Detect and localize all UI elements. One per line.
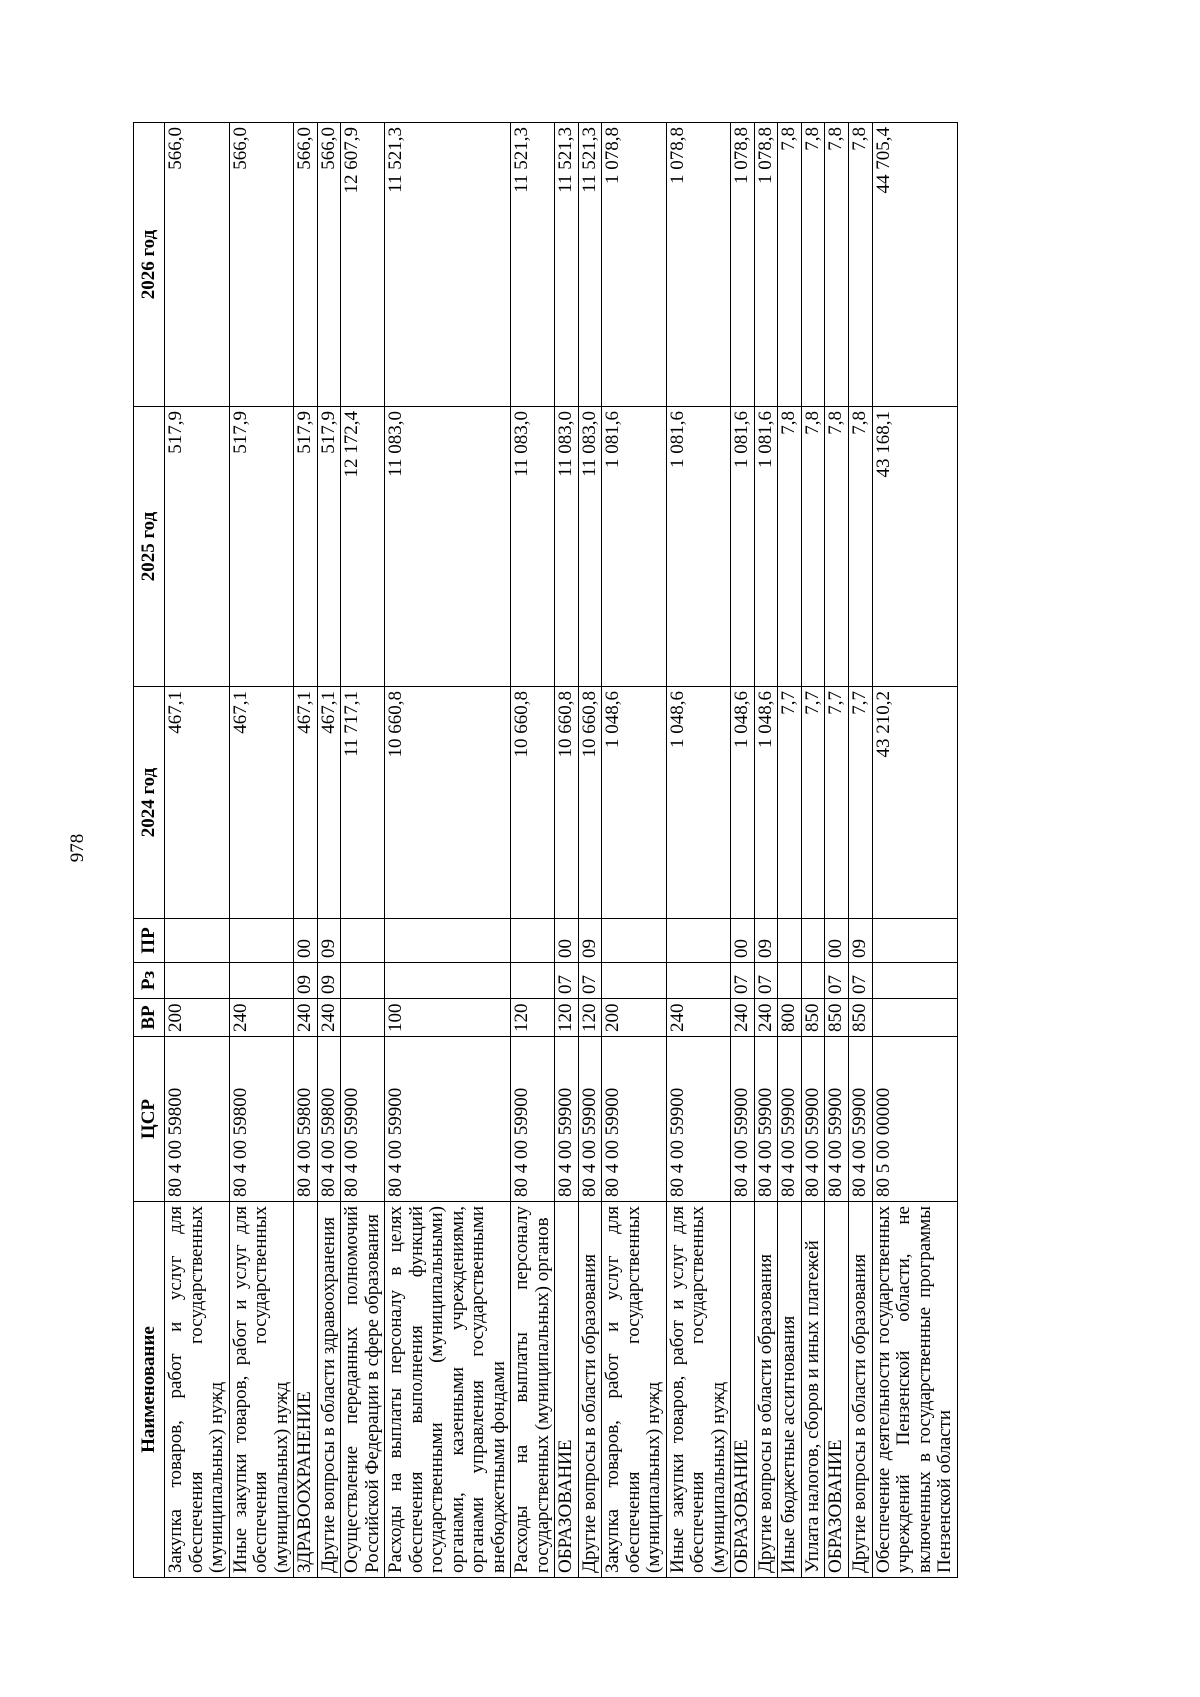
cell-2025: 1 081,6 [666, 407, 731, 687]
cell-vr [872, 999, 957, 1037]
cell-name: Другие вопросы в области образования [578, 1202, 602, 1578]
cell-name: ОБРАЗОВАНИЕ [825, 1202, 849, 1578]
cell-2024: 1 048,6 [666, 687, 731, 919]
cell-name: Закупка товаров, работ и услуг для обеспечения государственных (муниципальных) нужд [602, 1202, 667, 1578]
table-body [165, 123, 958, 1578]
cell-csr: 80 4 00 59900 [511, 1037, 555, 1202]
cell-2025: 1 081,6 [602, 407, 667, 687]
cell-2025: 11 083,0 [385, 407, 511, 687]
cell-rz [801, 963, 825, 999]
cell-pr [511, 919, 555, 963]
cell-2026: 7,8 [801, 123, 825, 407]
cell-rz [341, 963, 385, 999]
cell-csr: 80 4 00 59900 [754, 1037, 778, 1202]
table-row [511, 123, 555, 1578]
cell-2026: 12 607,9 [341, 123, 385, 407]
cell-name: Другие вопросы в области образования [754, 1202, 778, 1578]
cell-2026: 7,8 [778, 123, 802, 407]
cell-2025: 517,9 [165, 407, 230, 687]
cell-pr [341, 919, 385, 963]
cell-rz: 07 [825, 963, 849, 999]
cell-2025: 11 083,0 [578, 407, 602, 687]
cell-2026: 11 521,3 [511, 123, 555, 407]
cell-name: ОБРАЗОВАНИЕ [731, 1202, 755, 1578]
cell-vr: 240 [731, 999, 755, 1037]
cell-csr: 80 4 00 59800 [317, 1037, 341, 1202]
header-2025: 2025 год [134, 407, 165, 687]
cell-2026: 566,0 [229, 123, 294, 407]
cell-2026: 7,8 [825, 123, 849, 407]
cell-csr: 80 4 00 59900 [578, 1037, 602, 1202]
cell-2024: 7,7 [801, 687, 825, 919]
page-number: 978 [67, 833, 88, 863]
header-2026: 2026 год [134, 123, 165, 407]
header-name: Наименование [134, 1202, 165, 1578]
cell-csr: 80 4 00 59900 [778, 1037, 802, 1202]
cell-pr [385, 919, 511, 963]
cell-2024: 10 660,8 [555, 687, 579, 919]
cell-vr: 240 [229, 999, 294, 1037]
cell-vr: 200 [602, 999, 667, 1037]
table-row [578, 123, 602, 1578]
table-row [341, 123, 385, 1578]
cell-rz: 09 [294, 963, 318, 999]
cell-csr: 80 4 00 59800 [165, 1037, 230, 1202]
cell-2026: 7,8 [848, 123, 872, 407]
cell-name: Уплата налогов, сборов и иных платежей [801, 1202, 825, 1578]
table-row [872, 123, 957, 1578]
cell-pr [602, 919, 667, 963]
table-row [294, 123, 318, 1578]
cell-rz [385, 963, 511, 999]
cell-2024: 10 660,8 [385, 687, 511, 919]
cell-2026: 1 078,8 [602, 123, 667, 407]
cell-2025: 12 172,4 [341, 407, 385, 687]
cell-rz: 07 [754, 963, 778, 999]
header-vr: ВР [134, 999, 165, 1037]
cell-vr: 800 [778, 999, 802, 1037]
header-pr: ПР [134, 919, 165, 963]
cell-2026: 566,0 [317, 123, 341, 407]
table-row [602, 123, 667, 1578]
cell-2024: 467,1 [317, 687, 341, 919]
cell-2025: 1 081,6 [754, 407, 778, 687]
cell-name: Расходы на выплаты персоналу государственных (муниципальных) органов [511, 1202, 555, 1578]
cell-name: Иные закупки товаров, работ и услуг для обеспечения государственных (муниципальных) нужд [666, 1202, 731, 1578]
cell-2026: 1 078,8 [754, 123, 778, 407]
cell-2026: 11 521,3 [555, 123, 579, 407]
cell-2025: 517,9 [229, 407, 294, 687]
cell-rz: 07 [848, 963, 872, 999]
cell-csr: 80 4 00 59900 [825, 1037, 849, 1202]
cell-vr: 100 [385, 999, 511, 1037]
cell-name: Иные бюджетные ассигнования [778, 1202, 802, 1578]
cell-2025: 1 081,6 [731, 407, 755, 687]
cell-2026: 1 078,8 [731, 123, 755, 407]
cell-pr: 09 [754, 919, 778, 963]
cell-2025: 7,8 [801, 407, 825, 687]
cell-2024: 1 048,6 [602, 687, 667, 919]
cell-name: Иные закупки товаров, работ и услуг для обеспечения государственных (муниципальных) нужд [229, 1202, 294, 1578]
cell-name: ЗДРАВООХРАНЕНИЕ [294, 1202, 318, 1578]
cell-name: ОБРАЗОВАНИЕ [555, 1202, 579, 1578]
cell-csr: 80 5 00 00000 [872, 1037, 957, 1202]
cell-csr: 80 4 00 59900 [848, 1037, 872, 1202]
cell-2026: 11 521,3 [578, 123, 602, 407]
table-header-row [134, 123, 165, 1578]
table-row [801, 123, 825, 1578]
cell-pr: 00 [731, 919, 755, 963]
cell-rz [511, 963, 555, 999]
cell-pr [778, 919, 802, 963]
table-row [385, 123, 511, 1578]
table-row [731, 123, 755, 1578]
cell-vr: 120 [555, 999, 579, 1037]
cell-2025: 517,9 [317, 407, 341, 687]
table-row [165, 123, 230, 1578]
table-row [229, 123, 294, 1578]
cell-csr: 80 4 00 59900 [385, 1037, 511, 1202]
table-row [848, 123, 872, 1578]
rotated-table-container [133, 123, 1023, 1578]
cell-pr: 00 [825, 919, 849, 963]
cell-2024: 7,7 [825, 687, 849, 919]
cell-rz [666, 963, 731, 999]
cell-csr: 80 4 00 59900 [731, 1037, 755, 1202]
cell-2025: 7,8 [825, 407, 849, 687]
cell-2024: 11 717,1 [341, 687, 385, 919]
cell-vr: 240 [754, 999, 778, 1037]
cell-name: Другие вопросы в области образования [848, 1202, 872, 1578]
cell-pr: 00 [555, 919, 579, 963]
cell-rz: 07 [578, 963, 602, 999]
cell-rz: 09 [317, 963, 341, 999]
header-csr: ЦСР [134, 1037, 165, 1202]
cell-name: Обеспечение деятельности государственных учреждений Пензенской области, не включенных в государственные программы Пензенской области [872, 1202, 957, 1578]
cell-2025: 517,9 [294, 407, 318, 687]
cell-csr: 80 4 00 59800 [229, 1037, 294, 1202]
cell-rz: 07 [731, 963, 755, 999]
budget-table [133, 122, 958, 1578]
cell-csr: 80 4 00 59800 [294, 1037, 318, 1202]
cell-vr: 850 [801, 999, 825, 1037]
cell-2026: 566,0 [165, 123, 230, 407]
cell-csr: 80 4 00 59900 [555, 1037, 579, 1202]
cell-name: Осуществление переданных полномочий Российской Федерации в сфере образования [341, 1202, 385, 1578]
cell-pr [165, 919, 230, 963]
cell-pr [801, 919, 825, 963]
cell-pr [229, 919, 294, 963]
cell-csr: 80 4 00 59900 [801, 1037, 825, 1202]
cell-vr: 200 [165, 999, 230, 1037]
table-row [825, 123, 849, 1578]
table-row [317, 123, 341, 1578]
cell-2024: 10 660,8 [578, 687, 602, 919]
cell-rz [778, 963, 802, 999]
cell-2026: 566,0 [294, 123, 318, 407]
cell-2026: 1 078,8 [666, 123, 731, 407]
cell-vr: 240 [317, 999, 341, 1037]
header-2024: 2024 год [134, 687, 165, 919]
cell-rz [872, 963, 957, 999]
cell-name: Закупка товаров, работ и услуг для обеспечения государственных (муниципальных) нужд [165, 1202, 230, 1578]
cell-2025: 11 083,0 [555, 407, 579, 687]
cell-pr: 09 [578, 919, 602, 963]
cell-name: Расходы на выплаты персоналу в целях обеспечения выполнения функций государственными (муниципальными) органами, казенными учреждениями, органами управления государственными внебюджетными фондами [385, 1202, 511, 1578]
cell-rz [165, 963, 230, 999]
cell-vr: 240 [294, 999, 318, 1037]
table-row [778, 123, 802, 1578]
cell-2024: 1 048,6 [731, 687, 755, 919]
cell-2024: 43 210,2 [872, 687, 957, 919]
cell-rz [602, 963, 667, 999]
cell-pr: 09 [848, 919, 872, 963]
header-rz: Рз [134, 963, 165, 999]
cell-pr: 00 [294, 919, 318, 963]
cell-2024: 10 660,8 [511, 687, 555, 919]
cell-2024: 7,7 [848, 687, 872, 919]
cell-2026: 11 521,3 [385, 123, 511, 407]
cell-pr [666, 919, 731, 963]
cell-vr: 850 [848, 999, 872, 1037]
cell-2024: 7,7 [778, 687, 802, 919]
cell-csr: 80 4 00 59900 [602, 1037, 667, 1202]
cell-vr: 240 [666, 999, 731, 1037]
cell-vr [341, 999, 385, 1037]
cell-2024: 467,1 [229, 687, 294, 919]
cell-csr: 80 4 00 59900 [341, 1037, 385, 1202]
cell-pr: 09 [317, 919, 341, 963]
cell-2024: 467,1 [165, 687, 230, 919]
cell-name: Другие вопросы в области здравоохранения [317, 1202, 341, 1578]
cell-2026: 44 705,4 [872, 123, 957, 407]
cell-vr: 850 [825, 999, 849, 1037]
cell-2024: 1 048,6 [754, 687, 778, 919]
cell-rz [229, 963, 294, 999]
table-row [555, 123, 579, 1578]
cell-pr [872, 919, 957, 963]
table-row [754, 123, 778, 1578]
cell-vr: 120 [578, 999, 602, 1037]
cell-vr: 120 [511, 999, 555, 1037]
cell-2025: 11 083,0 [511, 407, 555, 687]
cell-rz: 07 [555, 963, 579, 999]
cell-2025: 7,8 [848, 407, 872, 687]
cell-2024: 467,1 [294, 687, 318, 919]
cell-csr: 80 4 00 59900 [666, 1037, 731, 1202]
table-row [666, 123, 731, 1578]
cell-2025: 7,8 [778, 407, 802, 687]
cell-2025: 43 168,1 [872, 407, 957, 687]
